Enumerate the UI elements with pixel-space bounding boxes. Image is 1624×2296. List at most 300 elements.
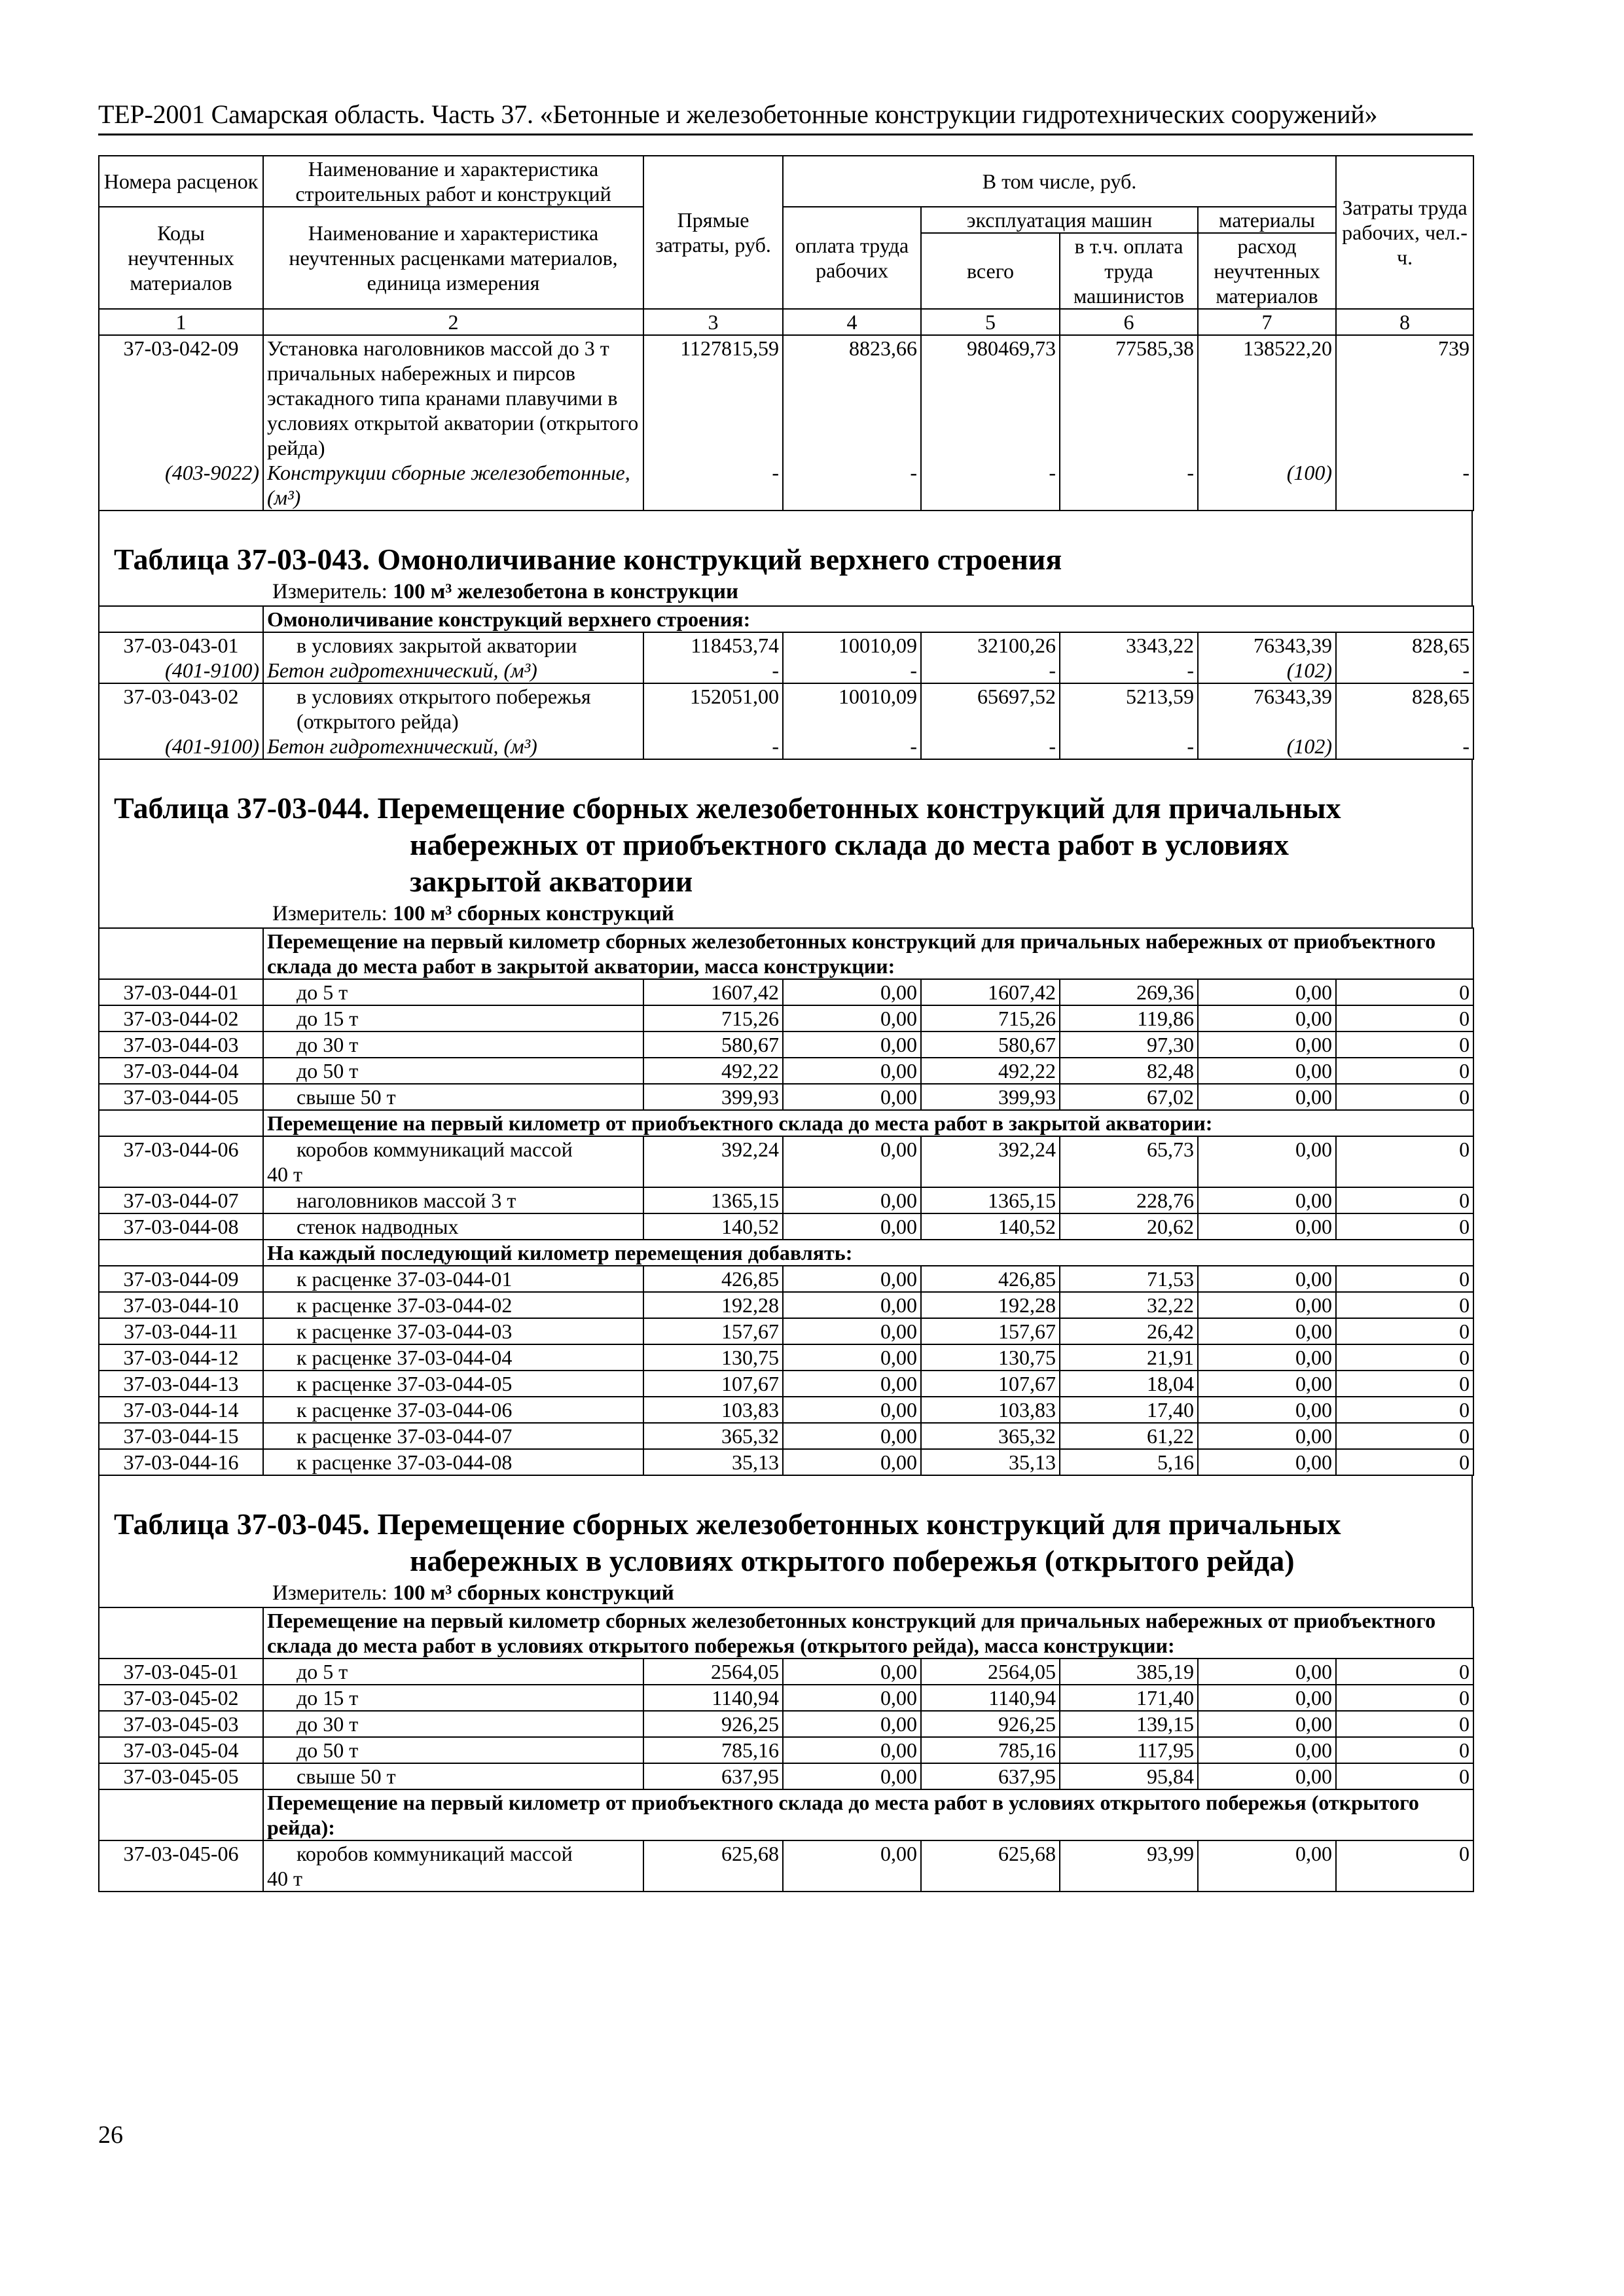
col-header-name: Наименование и характеристика строительных работ и конструкций: [263, 156, 643, 207]
cell-wages: 0,00: [783, 1058, 921, 1084]
cell-direct: 140,52: [643, 1213, 783, 1240]
rate-code: 37-03-044-04: [99, 1058, 263, 1084]
cell-wages: 0,00: [783, 1187, 921, 1213]
material-name: Конструкции сборные железобетонные, (м³): [263, 460, 643, 511]
cell-direct: 1607,42: [643, 979, 783, 1005]
measure-label: Измеритель:: [272, 902, 388, 925]
cell-machines: 1140,94: [921, 1685, 1060, 1711]
cell-materials: 0,00: [1198, 1449, 1336, 1475]
cell-operator: 117,95: [1060, 1737, 1198, 1763]
rate-name: до 15 т: [263, 1005, 643, 1031]
cell-operator: 82,48: [1060, 1058, 1198, 1084]
cell-labor: 0: [1336, 1136, 1473, 1187]
cell-labor: 828,65: [1336, 632, 1473, 658]
cell-machines: 365,32: [921, 1423, 1060, 1449]
rate-name: к расценке 37-03-044-02: [263, 1292, 643, 1318]
rate-code: 37-03-044-06: [99, 1136, 263, 1187]
rate-code: 37-03-044-09: [99, 1266, 263, 1292]
measure-value: 100 м³ сборных конструкций: [393, 902, 674, 925]
cell-machines: 426,85: [921, 1266, 1060, 1292]
rate-name: Установка наголовников массой до 3 т причальных набережных и пирсов эстакадного типа кранами плавучими в условиях открытой акватории (открытого рейда): [263, 335, 643, 460]
cell-wages: 0,00: [783, 1840, 921, 1892]
cell-operator: 171,40: [1060, 1685, 1198, 1711]
cell-operator: 269,36: [1060, 979, 1198, 1005]
cell-machines: 157,67: [921, 1318, 1060, 1344]
cell-materials: 0,00: [1198, 1659, 1336, 1685]
cell-wages: 0,00: [783, 1136, 921, 1187]
cell-operator: 65,73: [1060, 1136, 1198, 1187]
cell-operator: 17,40: [1060, 1397, 1198, 1423]
table-row: [99, 1711, 1473, 1737]
cell-labor: 0: [1336, 1397, 1473, 1423]
cell-machines: 392,24: [921, 1136, 1060, 1187]
cell-wages: 10010,09: [783, 632, 921, 658]
rate-name: до 50 т: [263, 1058, 643, 1084]
table-title-line: набережных от приобъектного склада до места работ в условиях: [410, 828, 1289, 861]
page-number: 26: [98, 2121, 123, 2149]
cell-operator: 97,30: [1060, 1031, 1198, 1058]
col-number: 2: [263, 309, 643, 335]
table-row: [99, 632, 1473, 658]
cell-materials: 138522,20: [1198, 335, 1336, 460]
rate-code: 37-03-044-15: [99, 1423, 263, 1449]
table-043-heading: [98, 511, 1473, 605]
cell-materials: 0,00: [1198, 1737, 1336, 1763]
cell-labor: 0: [1336, 1292, 1473, 1318]
cell-direct: 152051,00: [643, 683, 783, 734]
rate-name: до 5 т: [263, 979, 643, 1005]
cell-labor: 828,65: [1336, 683, 1473, 734]
document-page: [98, 98, 1473, 1892]
cell-machines: 32100,26: [921, 632, 1060, 658]
table-row: [99, 1031, 1473, 1058]
rate-name: наголовников массой 3 т: [263, 1187, 643, 1213]
cell-direct: 785,16: [643, 1737, 783, 1763]
cell-materials: 0,00: [1198, 1266, 1336, 1292]
cell-direct: 107,67: [643, 1371, 783, 1397]
cell-direct: 625,68: [643, 1840, 783, 1892]
cell-operator: 18,04: [1060, 1371, 1198, 1397]
cell-machines: 35,13: [921, 1449, 1060, 1475]
cell-materials: 0,00: [1198, 1005, 1336, 1031]
cell-machines: 399,93: [921, 1084, 1060, 1110]
cell-operator: 77585,38: [1060, 335, 1198, 460]
cell-machines: 1607,42: [921, 979, 1060, 1005]
rate-code: 37-03-044-01: [99, 979, 263, 1005]
col-header-number: Номера расценок: [99, 156, 263, 207]
cell-machines: 2564,05: [921, 1659, 1060, 1685]
rate-code: 37-03-045-01: [99, 1659, 263, 1685]
cell-direct: -: [643, 460, 783, 511]
section-heading: Омоноличивание конструкций верхнего строения:: [263, 606, 1473, 632]
cell-wages: 0,00: [783, 1449, 921, 1475]
col-header-material-codes: Коды неучтенных материалов: [99, 207, 263, 309]
material-code: (401-9100): [99, 734, 263, 759]
cell-materials: 0,00: [1198, 1292, 1336, 1318]
rate-name: к расценке 37-03-044-08: [263, 1449, 643, 1475]
table-title-line: Таблица 37-03-045. Перемещение сборных железобетонных конструкций для причальных: [114, 1507, 1341, 1541]
table-row: [99, 1344, 1473, 1371]
cell-direct: 637,95: [643, 1763, 783, 1789]
table-043: [98, 605, 1474, 760]
cell-direct: 492,22: [643, 1058, 783, 1084]
cell-operator: 21,91: [1060, 1344, 1198, 1371]
cell-labor: 0: [1336, 1058, 1473, 1084]
cell-machines: 926,25: [921, 1711, 1060, 1737]
cell-direct: 580,67: [643, 1031, 783, 1058]
cell-wages: 0,00: [783, 1737, 921, 1763]
rate-name: до 15 т: [263, 1685, 643, 1711]
rate-name: к расценке 37-03-044-01: [263, 1266, 643, 1292]
rate-code: 37-03-045-03: [99, 1711, 263, 1737]
table-row: [99, 1685, 1473, 1711]
cell-operator: 5213,59: [1060, 683, 1198, 734]
cell-labor: 0: [1336, 1344, 1473, 1371]
cell-operator: 5,16: [1060, 1449, 1198, 1475]
col-header-material-usage: расход неучтенных материалов: [1198, 233, 1336, 309]
cell-operator: 3343,22: [1060, 632, 1198, 658]
cell-machines: 492,22: [921, 1058, 1060, 1084]
rate-code: 37-03-044-13: [99, 1371, 263, 1397]
rate-name: к расценке 37-03-044-03: [263, 1318, 643, 1344]
table-row: [99, 1449, 1473, 1475]
rate-code: 37-03-044-05: [99, 1084, 263, 1110]
cell-materials: 0,00: [1198, 1840, 1336, 1892]
cell-direct: 103,83: [643, 1397, 783, 1423]
col-number: 6: [1060, 309, 1198, 335]
cell-wages: 8823,66: [783, 335, 921, 460]
cell-wages: 0,00: [783, 1423, 921, 1449]
rate-code: 37-03-044-14: [99, 1397, 263, 1423]
rate-code: 37-03-044-03: [99, 1031, 263, 1058]
table-row: [99, 979, 1473, 1005]
cell-operator: 228,76: [1060, 1187, 1198, 1213]
table-044: [98, 927, 1474, 1476]
cell-machines: 103,83: [921, 1397, 1060, 1423]
table-row: [99, 1213, 1473, 1240]
cell-wages: -: [783, 460, 921, 511]
measure-label: Измеритель:: [272, 580, 388, 603]
measure-line: [99, 900, 1471, 927]
cell-operator: 32,22: [1060, 1292, 1198, 1318]
section-heading: На каждый последующий километр перемещения добавлять:: [263, 1240, 1473, 1266]
cell-materials: 0,00: [1198, 1685, 1336, 1711]
cell-operator: 20,62: [1060, 1213, 1198, 1240]
table-row: [99, 1763, 1473, 1789]
cell-labor: 0: [1336, 1213, 1473, 1240]
cell-direct: -: [643, 658, 783, 683]
rate-code: 37-03-045-02: [99, 1685, 263, 1711]
table-row: [99, 1371, 1473, 1397]
col-header-total: всего: [921, 233, 1060, 309]
table-title-line: Таблица 37-03-044. Перемещение сборных железобетонных конструкций для причальных: [114, 791, 1341, 825]
cell-machines: 715,26: [921, 1005, 1060, 1031]
cell-machines: -: [921, 460, 1060, 511]
rate-code: 37-03-045-05: [99, 1763, 263, 1789]
col-number: 7: [1198, 309, 1336, 335]
cell-materials: 0,00: [1198, 1371, 1336, 1397]
cell-operator: -: [1060, 460, 1198, 511]
cell-wages: 0,00: [783, 1005, 921, 1031]
rate-name: до 50 т: [263, 1737, 643, 1763]
cell-machines: 130,75: [921, 1344, 1060, 1371]
measure-value: 100 м³ сборных конструкций: [393, 1581, 674, 1605]
col-header-labor: Затраты труда рабочих, чел.-ч.: [1336, 156, 1473, 309]
cell-wages: 10010,09: [783, 683, 921, 734]
cell-operator: 95,84: [1060, 1763, 1198, 1789]
cell-labor: 0: [1336, 1318, 1473, 1344]
cell-materials: 0,00: [1198, 1763, 1336, 1789]
cell-materials: 0,00: [1198, 1136, 1336, 1187]
rate-name: свыше 50 т: [263, 1763, 643, 1789]
cell-wages: 0,00: [783, 1344, 921, 1371]
cell-direct: 426,85: [643, 1266, 783, 1292]
rate-name: до 5 т: [263, 1659, 643, 1685]
col-header-materials: материалы: [1198, 207, 1336, 233]
rate-name: в условиях закрытой акватории: [263, 632, 643, 658]
cell-materials: 0,00: [1198, 1423, 1336, 1449]
cell-machines: 980469,73: [921, 335, 1060, 460]
rate-code: 37-03-042-09: [99, 335, 263, 460]
table-row: [99, 683, 1473, 734]
cell-direct: 1140,94: [643, 1685, 783, 1711]
cell-labor: 0: [1336, 1659, 1473, 1685]
cell-labor: 0: [1336, 1840, 1473, 1892]
cell-operator: -: [1060, 734, 1198, 759]
cell-machines: 140,52: [921, 1213, 1060, 1240]
material-row: [99, 734, 1473, 759]
table-row: [99, 1840, 1473, 1892]
cell-materials: 0,00: [1198, 1084, 1336, 1110]
cell-materials: 0,00: [1198, 1187, 1336, 1213]
cell-materials: (100): [1198, 460, 1336, 511]
rate-name-line: 40 т: [267, 1867, 302, 1890]
col-number: 3: [643, 309, 783, 335]
cell-labor: 0: [1336, 1031, 1473, 1058]
cell-operator: 26,42: [1060, 1318, 1198, 1344]
cell-wages: 0,00: [783, 1292, 921, 1318]
rate-name: [263, 1840, 643, 1892]
material-name: Бетон гидротехнический, (м³): [263, 734, 643, 759]
rate-code: 37-03-043-02: [99, 683, 263, 734]
table-045: [98, 1607, 1474, 1892]
cell-direct: 1127815,59: [643, 335, 783, 460]
cell-wages: 0,00: [783, 1685, 921, 1711]
cell-operator: 119,86: [1060, 1005, 1198, 1031]
rate-code: 37-03-045-04: [99, 1737, 263, 1763]
rate-name: к расценке 37-03-044-04: [263, 1344, 643, 1371]
cell-direct: 715,26: [643, 1005, 783, 1031]
cell-labor: 739: [1336, 335, 1473, 460]
cell-machines: 785,16: [921, 1737, 1060, 1763]
cell-labor: -: [1336, 460, 1473, 511]
cell-materials: 76343,39: [1198, 683, 1336, 734]
cell-machines: 625,68: [921, 1840, 1060, 1892]
table-045-heading: [98, 1476, 1473, 1607]
table-row: [99, 1058, 1473, 1084]
cell-materials: (102): [1198, 734, 1336, 759]
table-row: [99, 1318, 1473, 1344]
cell-direct: 1365,15: [643, 1187, 783, 1213]
table-row: [99, 335, 1473, 460]
col-header-direct-costs: Прямые затраты, руб.: [643, 156, 783, 309]
cell-materials: 0,00: [1198, 1344, 1336, 1371]
col-number: 5: [921, 309, 1060, 335]
cell-machines: 192,28: [921, 1292, 1060, 1318]
rate-code: 37-03-044-02: [99, 1005, 263, 1031]
cell-labor: 0: [1336, 1187, 1473, 1213]
table-row: [99, 1423, 1473, 1449]
rate-name: [263, 1136, 643, 1187]
cell-labor: 0: [1336, 1763, 1473, 1789]
cell-wages: 0,00: [783, 1659, 921, 1685]
cell-labor: -: [1336, 734, 1473, 759]
cell-labor: 0: [1336, 1449, 1473, 1475]
col-header-wages: оплата труда рабочих: [783, 207, 921, 309]
rate-name-line: 40 т: [267, 1162, 302, 1186]
cell-direct: -: [643, 734, 783, 759]
table-title: Таблица 37-03-043. Омоноличивание конструкций верхнего строения: [114, 543, 1062, 576]
material-row: [99, 658, 1473, 683]
measure-label: Измеритель:: [272, 1581, 388, 1605]
section-heading: Перемещение на первый километр от приобъектного склада до места работ в условиях открытого побережья (открытого рейда):: [263, 1789, 1473, 1840]
cell-direct: 157,67: [643, 1318, 783, 1344]
rate-code: 37-03-044-10: [99, 1292, 263, 1318]
cell-wages: 0,00: [783, 1711, 921, 1737]
cell-labor: 0: [1336, 979, 1473, 1005]
table-row: [99, 1737, 1473, 1763]
rate-code: 37-03-045-06: [99, 1840, 263, 1892]
cell-operator: 71,53: [1060, 1266, 1198, 1292]
rate-name-line: коробов коммуникаций массой: [297, 1138, 573, 1161]
cell-materials: 0,00: [1198, 979, 1336, 1005]
rate-name: до 30 т: [263, 1031, 643, 1058]
cell-materials: 0,00: [1198, 1213, 1336, 1240]
cell-materials: 0,00: [1198, 1058, 1336, 1084]
cell-wages: -: [783, 658, 921, 683]
section-heading: Перемещение на первый километр сборных железобетонных конструкций для причальных набережных от приобъектного склада до места работ в условиях открытого побережья (открытого рейда), масса конструкции:: [263, 1607, 1473, 1659]
cell-labor: -: [1336, 658, 1473, 683]
rate-name: до 30 т: [263, 1711, 643, 1737]
header-table: [98, 155, 1474, 511]
cell-machines: 65697,52: [921, 683, 1060, 734]
cell-wages: 0,00: [783, 1763, 921, 1789]
material-name: Бетон гидротехнический, (м³): [263, 658, 643, 683]
rate-code: 37-03-044-12: [99, 1344, 263, 1371]
cell-wages: 0,00: [783, 1318, 921, 1344]
table-row: [99, 1659, 1473, 1685]
cell-operator: 139,15: [1060, 1711, 1198, 1737]
rate-name: в условиях открытого побережья (открытого рейда): [263, 683, 643, 734]
rate-name: свыше 50 т: [263, 1084, 643, 1110]
material-row: [99, 460, 1473, 511]
cell-operator: 61,22: [1060, 1423, 1198, 1449]
rate-code: 37-03-044-08: [99, 1213, 263, 1240]
col-header-material-names: Наименование и характеристика неучтенных расценками материалов, единица измерения: [263, 207, 643, 309]
cell-machines: 1365,15: [921, 1187, 1060, 1213]
cell-direct: 118453,74: [643, 632, 783, 658]
cell-wages: 0,00: [783, 1031, 921, 1058]
col-header-including: В том числе, руб.: [783, 156, 1336, 207]
table-title-line: закрытой акватории: [410, 865, 693, 898]
cell-materials: 0,00: [1198, 1031, 1336, 1058]
cell-machines: 580,67: [921, 1031, 1060, 1058]
material-code: (403-9022): [99, 460, 263, 511]
table-title-line: набережных в условиях открытого побережья (открытого рейда): [410, 1544, 1295, 1577]
table-row: [99, 1187, 1473, 1213]
rate-code: 37-03-044-07: [99, 1187, 263, 1213]
rate-name-line: коробов коммуникаций массой: [297, 1842, 573, 1865]
cell-direct: 35,13: [643, 1449, 783, 1475]
cell-materials: 0,00: [1198, 1318, 1336, 1344]
cell-wages: -: [783, 734, 921, 759]
cell-machines: 637,95: [921, 1763, 1060, 1789]
table-title: [99, 1506, 1471, 1579]
table-row: [99, 1005, 1473, 1031]
cell-labor: 0: [1336, 1685, 1473, 1711]
col-header-machines: эксплуатация машин: [921, 207, 1198, 233]
rate-code: 37-03-043-01: [99, 632, 263, 658]
cell-labor: 0: [1336, 1084, 1473, 1110]
cell-direct: 130,75: [643, 1344, 783, 1371]
cell-direct: 192,28: [643, 1292, 783, 1318]
cell-machines: -: [921, 658, 1060, 683]
cell-labor: 0: [1336, 1371, 1473, 1397]
table-row: [99, 1292, 1473, 1318]
cell-direct: 392,24: [643, 1136, 783, 1187]
cell-direct: 926,25: [643, 1711, 783, 1737]
section-heading: Перемещение на первый километр сборных железобетонных конструкций для причальных набережных от приобъектного склада до места работ в закрытой акватории, масса конструкции:: [263, 928, 1473, 979]
col-header-operator-wages: в т.ч. оплата труда машинистов: [1060, 233, 1198, 309]
material-code: (401-9100): [99, 658, 263, 683]
cell-machines: 107,67: [921, 1371, 1060, 1397]
cell-labor: 0: [1336, 1737, 1473, 1763]
col-number: 1: [99, 309, 263, 335]
cell-materials: 0,00: [1198, 1397, 1336, 1423]
section-heading: Перемещение на первый километр от приобъектного склада до места работ в закрытой акватории:: [263, 1110, 1473, 1136]
col-number: 8: [1336, 309, 1473, 335]
cell-wages: 0,00: [783, 1266, 921, 1292]
measure-line: [99, 1579, 1471, 1607]
cell-machines: -: [921, 734, 1060, 759]
rate-name: к расценке 37-03-044-05: [263, 1371, 643, 1397]
table-044-heading: [98, 760, 1473, 927]
cell-wages: 0,00: [783, 1397, 921, 1423]
table-row: [99, 1266, 1473, 1292]
cell-operator: 93,99: [1060, 1840, 1198, 1892]
cell-materials: 76343,39: [1198, 632, 1336, 658]
cell-labor: 0: [1336, 1266, 1473, 1292]
cell-operator: -: [1060, 658, 1198, 683]
table-row: [99, 1397, 1473, 1423]
cell-operator: 67,02: [1060, 1084, 1198, 1110]
cell-operator: 385,19: [1060, 1659, 1198, 1685]
cell-direct: 399,93: [643, 1084, 783, 1110]
table-title: [99, 790, 1471, 900]
cell-wages: 0,00: [783, 979, 921, 1005]
rate-name: стенок надводных: [263, 1213, 643, 1240]
measure-value: 100 м³ железобетона в конструкции: [393, 580, 738, 603]
cell-wages: 0,00: [783, 1213, 921, 1240]
col-number: 4: [783, 309, 921, 335]
cell-labor: 0: [1336, 1005, 1473, 1031]
cell-materials: 0,00: [1198, 1711, 1336, 1737]
page-header: ТЕР-2001 Самарская область. Часть 37. «Бетонные и железобетонные конструкции гидротехнических сооружений»: [98, 98, 1473, 135]
rate-name: к расценке 37-03-044-06: [263, 1397, 643, 1423]
measure-line: [99, 578, 1471, 605]
rate-code: 37-03-044-11: [99, 1318, 263, 1344]
table-row: [99, 1084, 1473, 1110]
